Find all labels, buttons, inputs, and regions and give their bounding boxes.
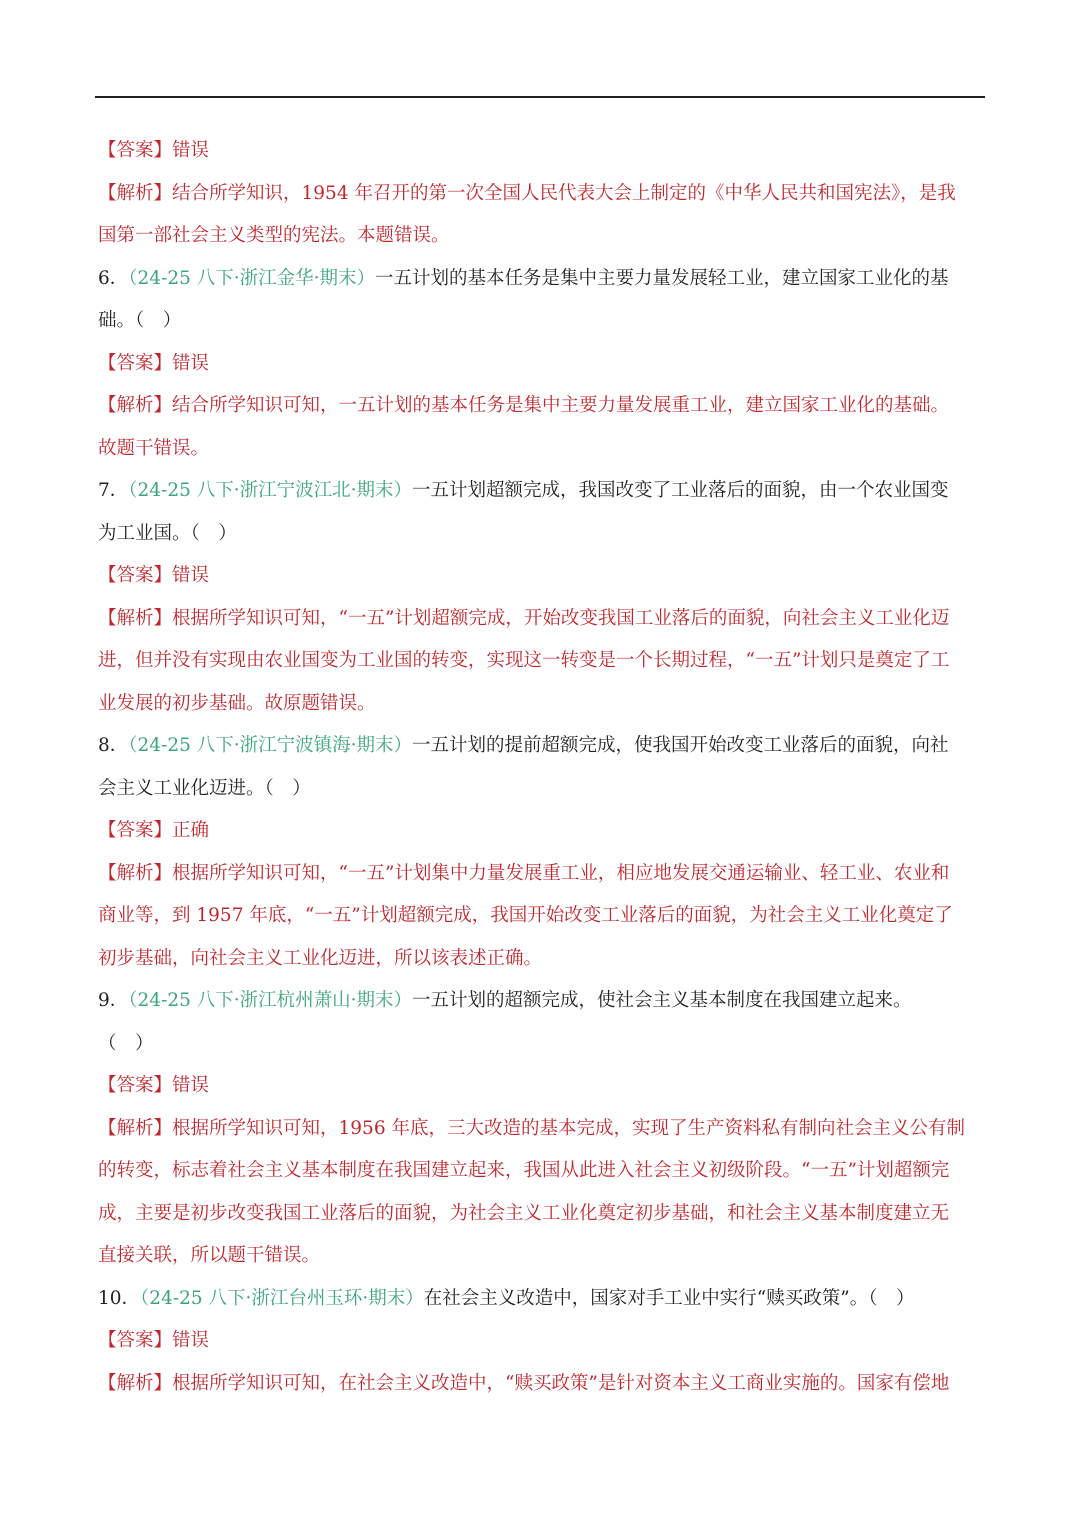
analysis-line: [98, 173, 980, 216]
question-text: 一五计划的基本任务是集中主要力量发展轻工业，建立国家工业化的基: [375, 267, 949, 289]
analysis-line: [98, 1235, 980, 1278]
question-source: （24-25 八下·浙江杭州萧山·期末）: [128, 990, 413, 1011]
analysis-line: [98, 428, 980, 471]
analysis-line: [98, 938, 980, 981]
answer-line: [98, 130, 980, 173]
analysis-text: 成，主要是初步改变我国工业落后的面貌，为社会主义工业化奠定初步基础，和社会主义基本制度建立无: [98, 1202, 950, 1224]
analysis-text: 商业等，到 1957 年底，“一五”计划超额完成，我国开始改变工业落后的面貌，为社会主义工业化奠定了: [98, 905, 953, 926]
analysis-text: 直接关联，所以题干错误。: [98, 1245, 321, 1266]
analysis-text: 的转变，标志着社会主义基本制度在我国建立起来，我国从此进入社会主义初级阶段。“一五”计划超额完: [98, 1160, 950, 1181]
question-text-continued: 为工业国。（ ）: [98, 522, 237, 544]
question-text: 一五计划的提前超额完成，使我国开始改变工业落后的面貌，向社: [412, 735, 949, 756]
analysis-line: [98, 1150, 980, 1193]
analysis-line: [98, 385, 980, 428]
answer-value: 错误: [172, 352, 210, 374]
question-line: [98, 470, 980, 513]
answer-line: [98, 810, 980, 853]
analysis-line: [98, 215, 980, 258]
question-line: [98, 725, 980, 768]
analysis-line: [98, 1193, 980, 1236]
analysis-line: [98, 1108, 980, 1151]
answer-tag: 【答案】: [98, 565, 173, 586]
question-number: 10．: [98, 1287, 141, 1309]
question-text: 一五计划超额完成，我国改变了工业落后的面貌，由一个农业国变: [412, 480, 949, 501]
answer-value: 错误: [172, 1330, 210, 1351]
answer-tag: 【答案】: [98, 1330, 173, 1351]
answer-tag: 【答案】: [98, 820, 173, 841]
question-line: [98, 1278, 980, 1321]
header-rule: [95, 96, 985, 98]
answer-value: 错误: [172, 565, 210, 586]
question-source: （24-25 八下·浙江台州玉环·期末）: [140, 1287, 424, 1309]
question-number: 7．: [98, 480, 129, 501]
answer-value: 正确: [172, 820, 210, 841]
analysis-line: [98, 1363, 980, 1406]
analysis-text: 根据所学知识可知，在社会主义改造中，“赎买政策”是针对资本主义工商业实施的。国家有偿地: [172, 1372, 950, 1394]
analysis-line: [98, 683, 980, 726]
question-number: 8．: [98, 735, 129, 756]
analysis-tag: 【解析】: [98, 1372, 173, 1394]
analysis-text: 故题干错误。: [98, 437, 210, 459]
analysis-tag: 【解析】: [98, 607, 173, 629]
analysis-line: [98, 640, 980, 683]
analysis-line: [98, 598, 980, 641]
question-text-continued: （ ）: [98, 1032, 154, 1054]
analysis-tag: 【解析】: [98, 182, 173, 204]
question-source: （24-25 八下·浙江宁波镇海·期末）: [128, 735, 413, 756]
analysis-text: 国第一部社会主义类型的宪法。本题错误。: [98, 225, 450, 246]
answer-tag: 【答案】: [98, 352, 173, 374]
analysis-text: 初步基础，向社会主义工业化迈进，所以该表述正确。: [98, 947, 543, 969]
question-text-continued: 会主义工业化迈进。（ ）: [98, 777, 311, 799]
analysis-text: 根据所学知识可知，“一五”计划超额完成，开始改变我国工业落后的面貌，向社会主义工业化迈: [172, 607, 950, 629]
analysis-text: 业发展的初步基础。故原题错误。: [98, 692, 376, 714]
question-text-continued: 础。（ ）: [98, 310, 182, 331]
question-text: 一五计划的超额完成，使社会主义基本制度在我国建立起来。: [412, 990, 912, 1011]
answer-value: 错误: [172, 140, 210, 161]
analysis-text: 根据所学知识可知，1956 年底，三大改造的基本完成，实现了生产资料私有制向社会主义公有制: [172, 1117, 965, 1139]
analysis-tag: 【解析】: [98, 395, 173, 416]
question-source: （24-25 八下·浙江金华·期末）: [128, 267, 376, 289]
question-number: 6．: [98, 267, 129, 289]
answer-line: [98, 1320, 980, 1363]
content-area: [98, 130, 980, 1405]
question-source: （24-25 八下·浙江宁波江北·期末）: [128, 480, 413, 501]
analysis-text: 根据所学知识可知，“一五”计划集中力量发展重工业，相应地发展交通运输业、轻工业、农业和: [172, 862, 950, 884]
answer-line: [98, 555, 980, 598]
analysis-text: 进，但并没有实现由农业国变为工业国的转变，实现这一转变是一个长期过程，“一五”计划只是奠定了工: [98, 650, 950, 671]
analysis-text: 结合所学知识，1954 年召开的第一次全国人民代表大会上制定的《中华人民共和国宪法》，是我: [172, 182, 956, 204]
answer-value: 错误: [172, 1075, 210, 1096]
answer-line: [98, 343, 980, 386]
analysis-tag: 【解析】: [98, 862, 173, 884]
question-line: [98, 980, 980, 1023]
analysis-line: [98, 853, 980, 896]
question-line: [98, 258, 980, 301]
analysis-tag: 【解析】: [98, 1117, 173, 1139]
analysis-line: [98, 895, 980, 938]
answer-tag: 【答案】: [98, 140, 173, 161]
answer-tag: 【答案】: [98, 1075, 173, 1096]
analysis-text: 结合所学知识可知，一五计划的基本任务是集中主要力量发展重工业，建立国家工业化的基础。: [172, 395, 950, 416]
question-number: 9．: [98, 990, 129, 1011]
answer-line: [98, 1065, 980, 1108]
question-text: 在社会主义改造中，国家对手工业中实行“赎买政策”。（ ）: [423, 1287, 915, 1309]
